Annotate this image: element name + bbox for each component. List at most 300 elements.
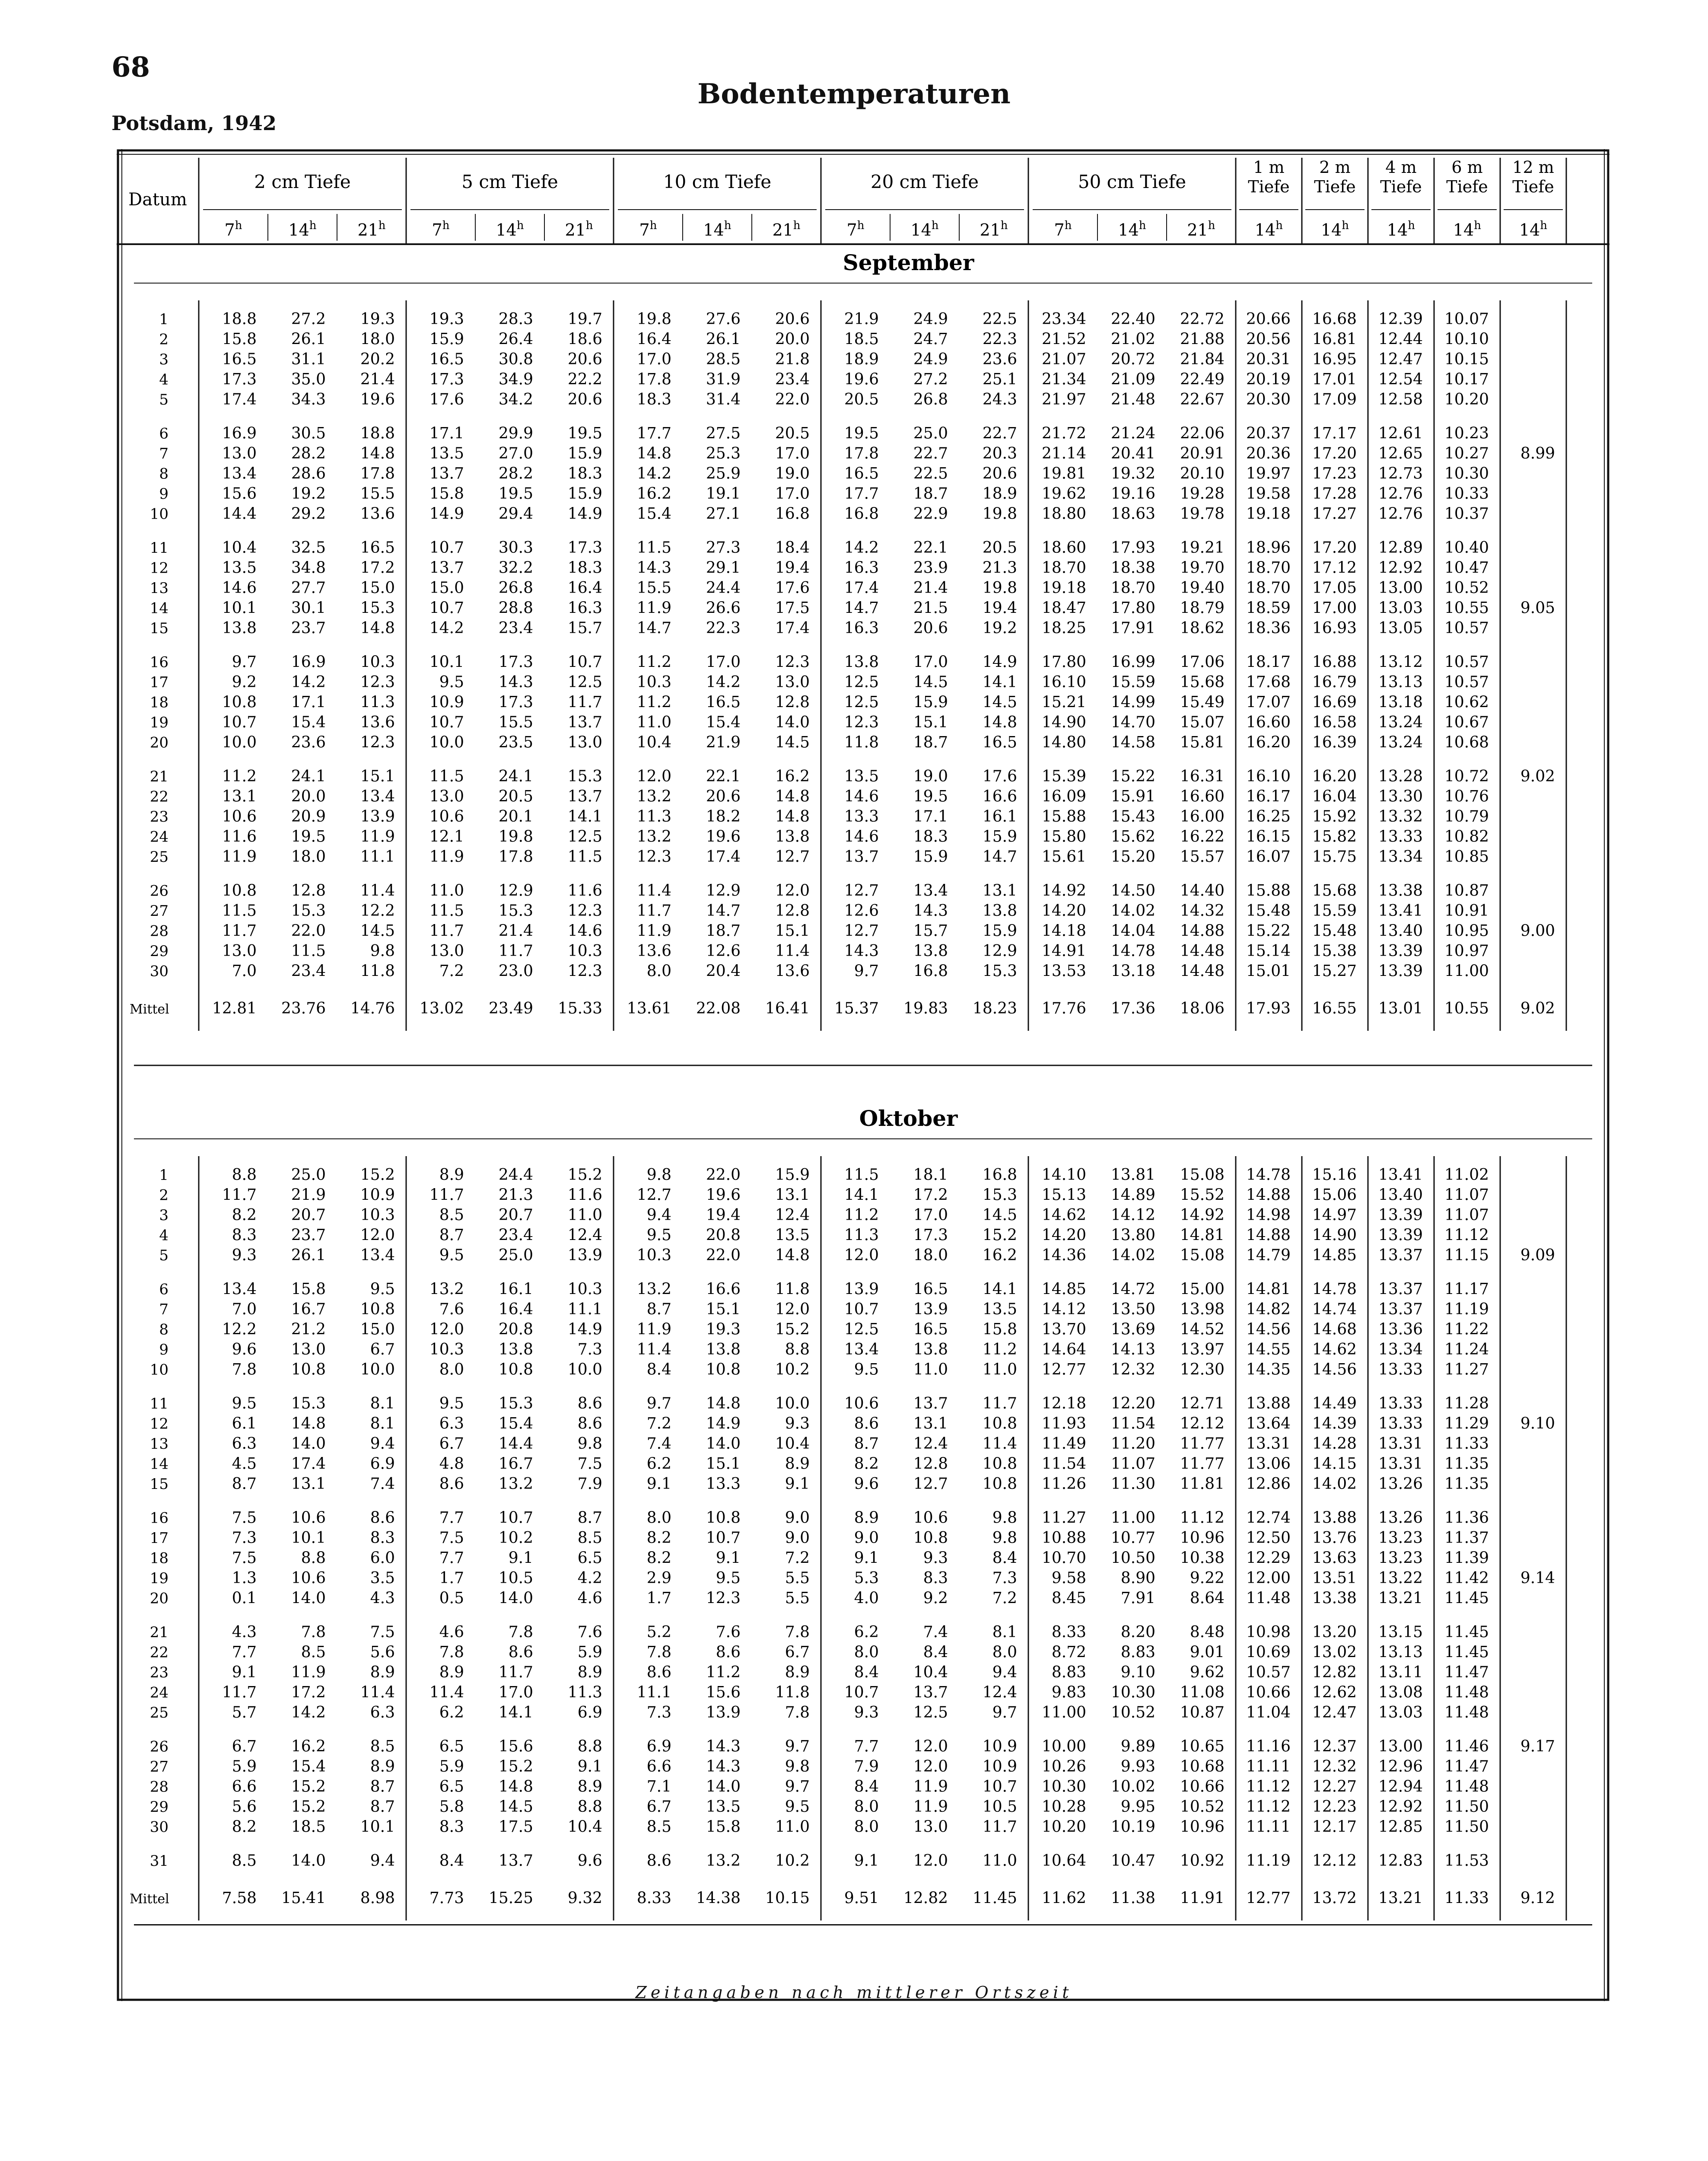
cell-value: 16.93 <box>1312 619 1357 637</box>
cell-value: 9.1 <box>577 1758 602 1775</box>
cell-value: 23.4 <box>291 962 326 980</box>
cell-value: 12.23 <box>1312 1798 1357 1816</box>
cell-mittel: 11.33 <box>1444 1889 1489 1907</box>
cell-value: 8.0 <box>992 1643 1017 1661</box>
cell-value: 8.83 <box>1120 1643 1155 1661</box>
header-time: 14$^h$ <box>1519 219 1548 239</box>
cell-value: 34.9 <box>498 370 533 389</box>
cell-value: 11.8 <box>360 962 395 980</box>
cell-value: 8.90 <box>1120 1569 1155 1587</box>
cell-value: 16.99 <box>1110 653 1155 671</box>
row-mittel-label: Mittel <box>130 1002 169 1017</box>
cell-value: 6.7 <box>785 1643 810 1661</box>
cell-value: 12.18 <box>1041 1395 1086 1412</box>
cell-value: 11.45 <box>1444 1623 1489 1641</box>
row-mittel-label: Mittel <box>130 1891 169 1907</box>
header-depth-label: 4 m <box>1385 158 1417 177</box>
cell-value: 13.7 <box>844 848 879 866</box>
cell-value: 17.2 <box>360 559 395 577</box>
cell-value: 16.8 <box>844 505 879 523</box>
cell-value: 16.6 <box>706 1280 741 1298</box>
cell-value: 11.53 <box>1444 1852 1489 1870</box>
cell-value: 13.7 <box>498 1852 533 1870</box>
cell-value: 18.5 <box>844 330 879 348</box>
cell-value: 9.05 <box>1520 599 1555 617</box>
cell-value: 18.2 <box>706 808 741 826</box>
cell-value: 9.3 <box>923 1549 948 1567</box>
cell-value: 13.39 <box>1378 962 1423 980</box>
cell-value: 11.54 <box>1041 1455 1086 1473</box>
row-day: 26 <box>149 1738 169 1756</box>
cell-value: 10.0 <box>775 1395 810 1412</box>
cell-value: 12.3 <box>844 714 879 731</box>
cell-value: 21.14 <box>1041 445 1086 462</box>
cell-value: 12.85 <box>1378 1818 1423 1836</box>
cell-value: 23.0 <box>498 962 533 980</box>
header-depth-label: 10 cm Tiefe <box>663 171 772 192</box>
cell-value: 19.32 <box>1110 465 1155 483</box>
cell-value: 14.56 <box>1312 1361 1357 1379</box>
cell-value: 13.4 <box>844 1341 879 1358</box>
cell-value: 11.5 <box>567 848 602 866</box>
cell-value: 13.18 <box>1378 693 1423 711</box>
cell-value: 15.5 <box>360 485 395 503</box>
cell-value: 13.37 <box>1378 1246 1423 1264</box>
cell-value: 13.7 <box>567 714 602 731</box>
cell-value: 10.1 <box>360 1818 395 1836</box>
cell-value: 8.33 <box>1051 1623 1086 1641</box>
cell-value: 10.87 <box>1180 1704 1225 1721</box>
cell-value: 17.3 <box>222 370 257 389</box>
cell-value: 22.0 <box>706 1246 741 1264</box>
cell-value: 6.5 <box>577 1549 602 1567</box>
header-depth-label: 12 m <box>1512 158 1554 177</box>
cell-value: 20.6 <box>982 465 1017 483</box>
cell-value: 12.7 <box>844 922 879 940</box>
cell-value: 14.72 <box>1110 1280 1155 1298</box>
cell-value: 16.00 <box>1180 808 1225 826</box>
cell-value: 26.1 <box>291 1246 326 1264</box>
cell-value: 15.22 <box>1110 768 1155 785</box>
cell-value: 11.33 <box>1444 1435 1489 1453</box>
cell-value: 14.80 <box>1041 733 1086 752</box>
cell-value: 14.6 <box>844 787 879 806</box>
row-day: 30 <box>149 1818 169 1836</box>
cell-value: 10.6 <box>429 808 464 826</box>
cell-value: 16.25 <box>1246 808 1291 826</box>
cell-value: 15.8 <box>429 485 464 503</box>
cell-value: 20.6 <box>567 351 602 368</box>
cell-value: 9.1 <box>854 1852 879 1870</box>
cell-value: 21.3 <box>982 559 1017 577</box>
cell-value: 16.81 <box>1312 330 1357 348</box>
cell-value: 10.4 <box>567 1818 602 1836</box>
cell-value: 8.7 <box>854 1435 879 1453</box>
cell-value: 7.3 <box>992 1569 1017 1587</box>
cell-value: 14.7 <box>636 619 671 637</box>
cell-value: 14.3 <box>913 902 948 920</box>
cell-value: 23.9 <box>913 559 948 577</box>
cell-value: 11.9 <box>222 848 257 866</box>
cell-mittel: 16.41 <box>765 1000 810 1017</box>
cell-value: 11.7 <box>498 942 533 960</box>
cell-value: 17.01 <box>1312 370 1357 389</box>
cell-value: 14.49 <box>1312 1395 1357 1412</box>
cell-value: 11.9 <box>291 1664 326 1681</box>
month-heading: Oktober <box>859 1106 958 1131</box>
cell-mittel: 11.91 <box>1180 1889 1225 1907</box>
cell-value: 20.8 <box>498 1320 533 1339</box>
cell-value: 8.4 <box>992 1549 1017 1567</box>
cell-value: 19.4 <box>706 1206 741 1224</box>
cell-mittel: 18.06 <box>1180 1000 1225 1017</box>
cell-value: 16.2 <box>636 485 671 503</box>
cell-value: 17.4 <box>706 848 741 866</box>
cell-value: 12.32 <box>1110 1361 1155 1379</box>
cell-value: 13.2 <box>498 1475 533 1493</box>
cell-value: 7.9 <box>577 1475 602 1493</box>
cell-value: 13.20 <box>1312 1623 1357 1641</box>
cell-value: 20.4 <box>706 962 741 980</box>
cell-value: 14.0 <box>775 714 810 731</box>
cell-value: 23.6 <box>291 733 326 752</box>
cell-value: 12.0 <box>429 1320 464 1339</box>
cell-value: 15.1 <box>360 768 395 785</box>
cell-value: 10.20 <box>1444 391 1489 408</box>
cell-value: 19.2 <box>291 485 326 503</box>
cell-value: 14.1 <box>982 1280 1017 1298</box>
row-day: 12 <box>149 559 169 577</box>
cell-value: 21.9 <box>291 1186 326 1204</box>
cell-value: 14.5 <box>913 673 948 691</box>
cell-value: 14.78 <box>1312 1280 1357 1298</box>
cell-value: 25.3 <box>706 445 741 462</box>
cell-mittel: 7.73 <box>429 1889 464 1907</box>
cell-value: 14.9 <box>706 1415 741 1433</box>
cell-value: 14.12 <box>1110 1206 1155 1224</box>
row-day: 17 <box>149 674 169 691</box>
row-day: 12 <box>149 1415 169 1433</box>
cell-value: 11.16 <box>1246 1737 1291 1756</box>
cell-value: 11.7 <box>982 1395 1017 1412</box>
cell-value: 14.40 <box>1180 882 1225 900</box>
cell-value: 7.2 <box>785 1549 810 1567</box>
cell-value: 8.0 <box>854 1818 879 1836</box>
cell-value: 16.60 <box>1180 787 1225 806</box>
cell-value: 10.52 <box>1180 1798 1225 1816</box>
cell-value: 7.8 <box>646 1643 671 1661</box>
cell-value: 18.62 <box>1180 619 1225 637</box>
cell-value: 18.96 <box>1246 539 1291 557</box>
cell-value: 20.1 <box>498 808 533 826</box>
cell-value: 13.0 <box>567 733 602 752</box>
cell-value: 15.3 <box>498 902 533 920</box>
cell-value: 16.31 <box>1180 768 1225 785</box>
cell-value: 13.8 <box>913 1341 948 1358</box>
cell-value: 13.9 <box>706 1704 741 1721</box>
cell-value: 12.0 <box>636 768 671 785</box>
header-time: 7$^h$ <box>224 219 242 239</box>
cell-value: 18.1 <box>913 1166 948 1184</box>
cell-value: 9.8 <box>992 1529 1017 1547</box>
header-time: 7$^h$ <box>1054 219 1072 239</box>
cell-value: 11.93 <box>1041 1415 1086 1433</box>
header-time: 21$^h$ <box>980 219 1008 239</box>
cell-value: 14.90 <box>1041 714 1086 731</box>
cell-value: 7.91 <box>1120 1589 1155 1607</box>
cell-value: 13.31 <box>1246 1435 1291 1453</box>
cell-value: 10.66 <box>1246 1683 1291 1702</box>
cell-value: 14.48 <box>1180 942 1225 960</box>
cell-value: 10.8 <box>913 1529 948 1547</box>
cell-value: 17.80 <box>1041 653 1086 671</box>
cell-value: 11.00 <box>1444 962 1489 980</box>
cell-value: 17.6 <box>982 768 1017 785</box>
cell-value: 13.5 <box>844 768 879 785</box>
cell-value: 15.2 <box>775 1320 810 1339</box>
cell-value: 17.28 <box>1312 485 1357 503</box>
cell-value: 14.9 <box>429 505 464 523</box>
row-day: 22 <box>149 1644 169 1661</box>
cell-value: 12.7 <box>775 848 810 866</box>
cell-value: 13.6 <box>360 714 395 731</box>
cell-value: 15.2 <box>360 1166 395 1184</box>
cell-value: 18.9 <box>844 351 879 368</box>
row-day: 20 <box>149 1590 169 1607</box>
cell-value: 18.79 <box>1180 599 1225 617</box>
cell-value: 12.7 <box>636 1186 671 1204</box>
row-day: 9 <box>159 1341 169 1358</box>
cell-value: 15.43 <box>1110 808 1155 826</box>
cell-value: 11.7 <box>567 693 602 711</box>
cell-value: 11.15 <box>1444 1246 1489 1264</box>
cell-value: 11.08 <box>1180 1683 1225 1702</box>
cell-value: 22.5 <box>982 310 1017 328</box>
cell-value: 16.5 <box>429 351 464 368</box>
cell-value: 14.8 <box>360 619 395 637</box>
cell-value: 27.0 <box>498 445 533 462</box>
cell-value: 18.80 <box>1041 505 1086 523</box>
cell-value: 11.7 <box>222 1186 257 1204</box>
cell-value: 8.0 <box>854 1798 879 1816</box>
cell-value: 7.8 <box>785 1623 810 1641</box>
cell-value: 20.9 <box>291 808 326 826</box>
cell-value: 12.7 <box>913 1475 948 1493</box>
cell-value: 21.97 <box>1041 391 1086 408</box>
cell-value: 14.9 <box>567 505 602 523</box>
cell-value: 14.1 <box>498 1704 533 1721</box>
cell-value: 16.8 <box>775 505 810 523</box>
cell-value: 13.21 <box>1378 1589 1423 1607</box>
cell-value: 12.76 <box>1378 485 1423 503</box>
cell-value: 9.5 <box>439 673 464 691</box>
cell-value: 11.0 <box>913 1361 948 1379</box>
cell-value: 13.4 <box>913 882 948 900</box>
cell-value: 13.9 <box>844 1280 879 1298</box>
cell-value: 11.00 <box>1110 1509 1155 1527</box>
cell-value: 14.85 <box>1041 1280 1086 1298</box>
cell-value: 14.74 <box>1312 1300 1357 1318</box>
cell-value: 27.1 <box>706 505 741 523</box>
cell-value: 10.82 <box>1444 828 1489 846</box>
cell-value: 10.8 <box>982 1475 1017 1493</box>
cell-value: 19.3 <box>360 310 395 328</box>
cell-mittel: 23.76 <box>281 1000 326 1017</box>
row-day: 10 <box>149 505 169 523</box>
cell-value: 11.50 <box>1444 1818 1489 1836</box>
cell-value: 11.19 <box>1246 1852 1291 1870</box>
cell-value: 13.9 <box>567 1246 602 1264</box>
cell-value: 14.6 <box>567 922 602 940</box>
cell-value: 13.03 <box>1378 599 1423 617</box>
cell-value: 11.4 <box>636 1341 671 1358</box>
row-day: 17 <box>149 1530 169 1547</box>
cell-value: 9.4 <box>646 1206 671 1224</box>
cell-value: 16.1 <box>498 1280 533 1298</box>
cell-value: 14.89 <box>1110 1186 1155 1204</box>
cell-value: 14.2 <box>636 465 671 483</box>
cell-value: 9.2 <box>923 1589 948 1607</box>
cell-value: 8.3 <box>439 1818 464 1836</box>
cell-value: 12.73 <box>1378 465 1423 483</box>
cell-value: 8.5 <box>232 1852 257 1870</box>
cell-value: 28.8 <box>498 599 533 617</box>
cell-value: 4.3 <box>232 1623 257 1641</box>
cell-value: 10.8 <box>706 1361 741 1379</box>
cell-value: 13.33 <box>1378 1415 1423 1433</box>
cell-value: 19.8 <box>982 579 1017 597</box>
header-time: 14$^h$ <box>496 219 524 239</box>
cell-value: 31.9 <box>706 370 741 389</box>
cell-value: 10.17 <box>1444 370 1489 389</box>
cell-value: 18.59 <box>1246 599 1291 617</box>
cell-value: 12.9 <box>498 882 533 900</box>
cell-value: 11.11 <box>1246 1758 1291 1775</box>
cell-value: 20.5 <box>498 787 533 806</box>
cell-value: 17.20 <box>1312 539 1357 557</box>
cell-value: 7.0 <box>232 1300 257 1318</box>
cell-value: 21.4 <box>360 370 395 389</box>
row-day: 6 <box>159 425 169 443</box>
cell-value: 26.8 <box>498 579 533 597</box>
cell-value: 14.52 <box>1180 1320 1225 1339</box>
row-day: 16 <box>149 653 169 671</box>
cell-value: 12.3 <box>567 902 602 920</box>
cell-value: 12.6 <box>844 902 879 920</box>
cell-value: 22.7 <box>982 424 1017 443</box>
cell-value: 13.23 <box>1378 1529 1423 1547</box>
cell-value: 20.36 <box>1246 445 1291 462</box>
cell-value: 13.5 <box>775 1226 810 1244</box>
cell-value: 14.02 <box>1110 1246 1155 1264</box>
cell-value: 17.3 <box>498 693 533 711</box>
cell-value: 14.3 <box>706 1737 741 1756</box>
cell-value: 8.7 <box>370 1778 395 1796</box>
cell-value: 20.5 <box>775 424 810 443</box>
cell-value: 8.2 <box>646 1549 671 1567</box>
cell-value: 8.20 <box>1120 1623 1155 1641</box>
cell-value: 9.17 <box>1520 1737 1555 1756</box>
cell-value: 17.07 <box>1246 693 1291 711</box>
cell-value: 22.40 <box>1110 310 1155 328</box>
cell-value: 10.77 <box>1110 1529 1155 1547</box>
cell-value: 19.7 <box>567 310 602 328</box>
cell-value: 9.8 <box>370 942 395 960</box>
cell-value: 13.5 <box>429 445 464 462</box>
cell-value: 20.7 <box>291 1206 326 1224</box>
cell-value: 17.68 <box>1246 673 1291 691</box>
cell-mittel: 8.33 <box>636 1889 671 1907</box>
row-day: 8 <box>159 465 169 483</box>
cell-value: 14.2 <box>429 619 464 637</box>
cell-value: 12.8 <box>291 882 326 900</box>
cell-value: 19.18 <box>1246 505 1291 523</box>
cell-value: 10.57 <box>1444 619 1489 637</box>
cell-value: 12.32 <box>1312 1758 1357 1775</box>
row-day: 25 <box>149 1704 169 1721</box>
cell-value: 12.50 <box>1246 1529 1291 1547</box>
header-time: 14$^h$ <box>910 219 939 239</box>
cell-value: 15.6 <box>498 1737 533 1756</box>
cell-value: 12.92 <box>1378 1798 1423 1816</box>
cell-value: 12.0 <box>913 1852 948 1870</box>
cell-value: 16.20 <box>1246 733 1291 752</box>
cell-value: 15.9 <box>982 922 1017 940</box>
cell-value: 13.7 <box>913 1395 948 1412</box>
cell-value: 9.5 <box>370 1280 395 1298</box>
cell-value: 24.1 <box>498 768 533 785</box>
cell-value: 15.9 <box>913 848 948 866</box>
cell-value: 13.53 <box>1041 962 1086 980</box>
header-time: 7$^h$ <box>432 219 450 239</box>
cell-value: 21.02 <box>1110 330 1155 348</box>
cell-value: 11.6 <box>222 828 257 846</box>
cell-value: 10.7 <box>706 1529 741 1547</box>
cell-value: 8.1 <box>370 1395 395 1412</box>
cell-value: 8.9 <box>370 1664 395 1681</box>
cell-value: 15.07 <box>1180 714 1225 731</box>
cell-value: 7.1 <box>646 1778 671 1796</box>
cell-value: 19.21 <box>1180 539 1225 557</box>
cell-value: 24.1 <box>291 768 326 785</box>
cell-value: 20.6 <box>706 787 741 806</box>
cell-value: 13.41 <box>1378 902 1423 920</box>
cell-value: 11.20 <box>1110 1435 1155 1453</box>
cell-value: 17.17 <box>1312 424 1357 443</box>
cell-mittel: 17.93 <box>1246 1000 1291 1017</box>
header-time: 14$^h$ <box>1453 219 1482 239</box>
cell-value: 12.17 <box>1312 1818 1357 1836</box>
cell-value: 14.5 <box>982 693 1017 711</box>
cell-value: 12.65 <box>1378 445 1423 462</box>
cell-value: 23.7 <box>291 619 326 637</box>
cell-value: 15.59 <box>1312 902 1357 920</box>
cell-value: 10.23 <box>1444 424 1489 443</box>
cell-value: 21.2 <box>291 1320 326 1339</box>
cell-value: 13.33 <box>1378 828 1423 846</box>
cell-value: 17.0 <box>636 351 671 368</box>
cell-value: 7.4 <box>923 1623 948 1641</box>
cell-value: 8.4 <box>854 1778 879 1796</box>
cell-value: 17.7 <box>844 485 879 503</box>
cell-value: 15.16 <box>1312 1166 1357 1184</box>
cell-value: 11.1 <box>360 848 395 866</box>
cell-value: 14.4 <box>498 1435 533 1453</box>
cell-value: 9.95 <box>1120 1798 1155 1816</box>
cell-value: 15.9 <box>913 693 948 711</box>
cell-value: 14.8 <box>775 787 810 806</box>
row-day: 14 <box>149 599 169 617</box>
